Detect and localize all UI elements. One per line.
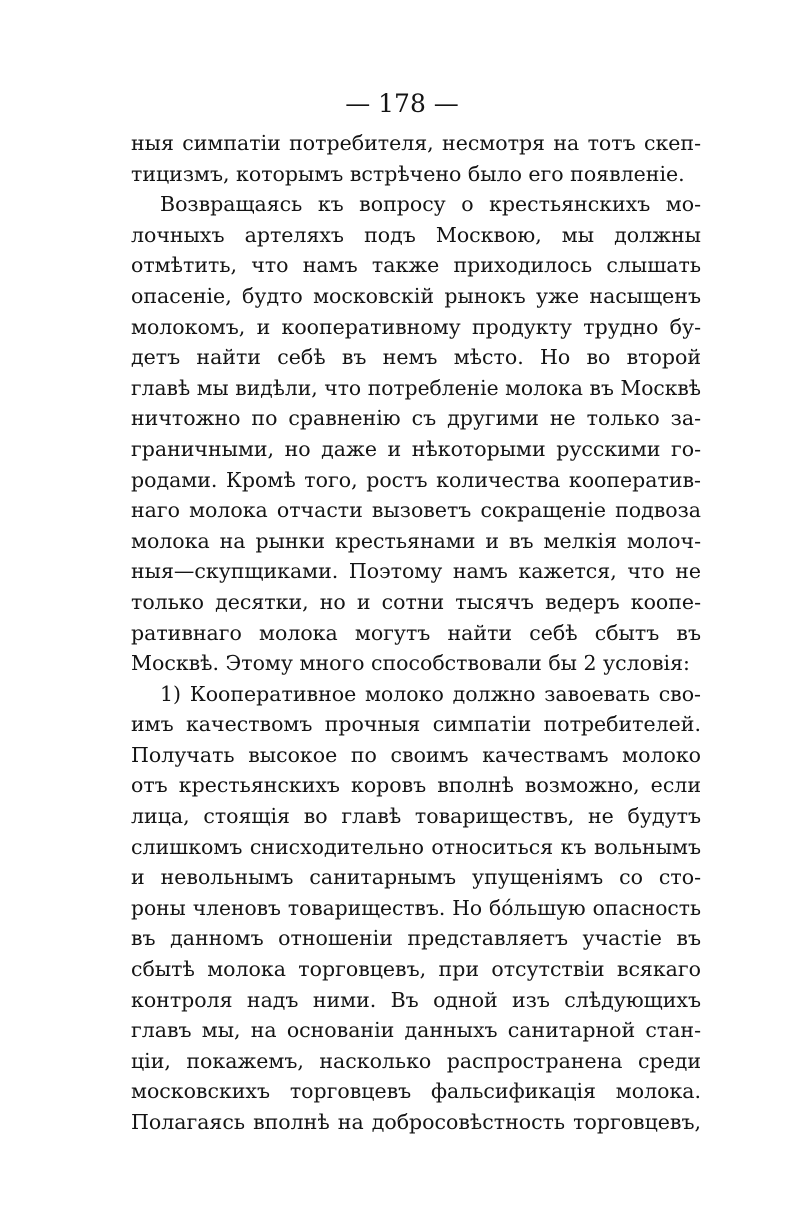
text-line: молокомъ, и кооперативному продукту трудно бу- [131,314,701,339]
text-line: Полагаясь вполнѣ на добросовѣстность торговцевъ, [131,1110,701,1134]
text-line: ныя симпатіи потребителя, несмотря на тотъ скеп- [131,131,701,155]
text-line: опасеніе, будто московскій рынокъ уже насыщенъ [131,283,701,308]
text-line: лица, стоящія во главѣ товариществъ, не будутъ [131,804,701,829]
text-line: ныя—скупщиками. Поэтому намъ кажется, что не [131,559,701,584]
text-line: отъ крестьянскихъ коровъ вполнѣ возможно, если [131,773,701,798]
text-line: сбытѣ молока торговцевъ, при отсутствіи всякаго [131,957,701,982]
text-line: граничными, но даже и нѣкоторыми русскими го- [131,436,701,461]
text-line: только десятки, но и сотни тысячъ ведеръ коопе- [131,589,701,614]
body-text [131,128,701,1138]
paragraph-start-line: Возвращаясь къ вопросу о крестьянскихъ мо- [160,192,701,217]
text-line: родами. Кромѣ того, ростъ количества кооператив- [131,467,701,492]
text-line: лочныхъ артеляхъ подъ Москвою, мы должны [131,222,701,247]
text-line: молока на рынки крестьянами и въ мелкія молоч- [131,528,701,553]
page-number-header: — 178 — [345,89,459,118]
paragraph-start-line: 1) Кооперативное молоко должно завоевать сво- [160,681,701,706]
text-line: ціи, покажемъ, насколько распространена среди [131,1048,701,1073]
text-line: слишкомъ снисходительно относиться къ вольнымъ [131,834,701,859]
text-line: контроля надъ ними. Въ одной изъ слѣдующихъ [131,987,701,1012]
text-line: роны членовъ товариществъ. Но бо́льшую опасность [131,895,701,920]
text-line: ничтожно по сравненію съ другими не только за- [131,406,701,431]
text-line: наго молока отчасти вызоветъ сокращеніе подвоза [131,498,701,523]
text-line: ративнаго молока могутъ найти себѣ сбытъ въ [131,620,701,645]
text-line: и невольнымъ санитарнымъ упущеніямъ со сто- [131,865,701,890]
text-line: главъ мы, на основаніи данныхъ санитарной стан- [131,1018,701,1043]
text-line: московскихъ торговцевъ фальсификація молока. [131,1079,701,1104]
text-line: въ данномъ отношеніи представляетъ участіе въ [131,926,701,951]
text-line: детъ найти себѣ въ немъ мѣсто. Но во второй [131,345,701,370]
text-line: имъ качествомъ прочныя симпатіи потребителей. [131,712,701,737]
text-line: главѣ мы видѣли, что потребленіе молока въ Москвѣ [131,375,701,400]
text-line: Москвѣ. Этому много способствовали бы 2 условія: [131,651,690,676]
text-line: Получать высокое по своимъ качествамъ молоко [131,742,701,767]
text-line: тицизмъ, которымъ встрѣчено было его появленіе. [131,161,685,186]
text-line: отмѣтить, что намъ также приходилось слышать [131,253,701,278]
